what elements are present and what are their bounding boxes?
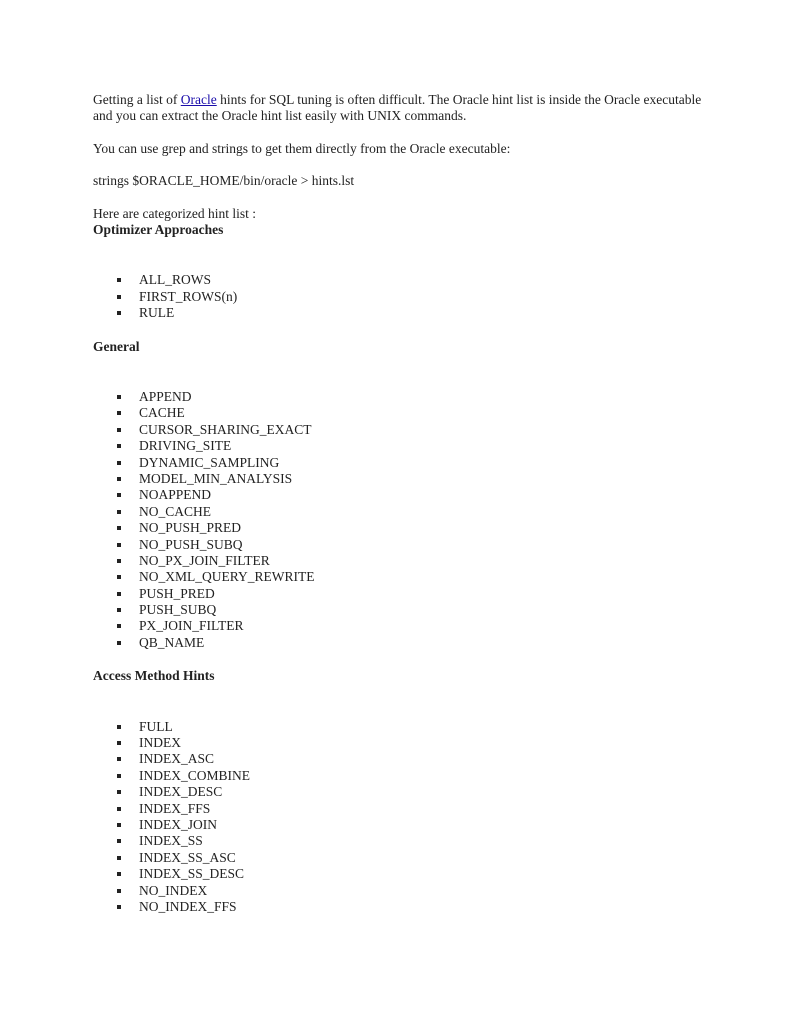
hint-label: INDEX_ASC [139,751,215,767]
intro-paragraph [93,92,703,125]
hint-list-access-method [93,719,703,916]
hint-item [115,751,703,767]
square-bullet-icon [117,790,121,794]
square-bullet-icon [117,889,121,893]
square-bullet-icon [117,493,121,497]
strings-command: strings $ORACLE_HOME/bin/oracle > hints.lst [93,173,355,189]
square-bullet-icon [117,575,121,579]
square-bullet-icon [117,295,121,299]
hint-item [115,735,703,751]
hint-label: INDEX_DESC [139,784,223,800]
square-bullet-icon [117,757,121,761]
hint-label: DYNAMIC_SAMPLING [139,454,280,470]
hint-label: NO_PUSH_PRED [139,520,242,536]
square-bullet-icon [117,741,121,745]
hint-label: RULE [139,305,175,321]
square-bullet-icon [117,510,121,514]
hint-label: INDEX_COMBINE [139,767,250,783]
square-bullet-icon [117,411,121,415]
hint-item [115,520,703,536]
hint-item [115,305,703,321]
hint-label: PUSH_SUBQ [139,602,217,618]
square-bullet-icon [117,543,121,547]
square-bullet-icon [117,428,121,432]
hint-item [115,586,703,602]
hint-label: ALL_ROWS [139,272,211,288]
hint-label: INDEX_SS_DESC [139,866,245,882]
hint-item [115,553,703,569]
grep-note: You can use grep and strings to get them directly from the Oracle executable: [93,140,511,156]
square-bullet-icon [117,395,121,399]
hint-item [115,438,703,454]
hint-item [115,635,703,651]
hint-item [115,801,703,817]
section-heading-optimizer-approaches: Optimizer Approaches [93,222,224,238]
hint-item [115,883,703,899]
hint-label: NO_CACHE [139,503,212,519]
document-body [93,92,703,932]
hint-label: INDEX_JOIN [139,817,217,833]
hint-label: QB_NAME [139,634,205,650]
square-bullet-icon [117,592,121,596]
square-bullet-icon [117,311,121,315]
square-bullet-icon [117,856,121,860]
hint-item [115,618,703,634]
hint-label: NO_INDEX_FFS [139,898,237,914]
square-bullet-icon [117,774,121,778]
hint-item [115,602,703,618]
square-bullet-icon [117,823,121,827]
square-bullet-icon [117,624,121,628]
hint-label: INDEX_FFS [139,800,211,816]
hint-item [115,487,703,503]
hint-item [115,850,703,866]
hint-label: DRIVING_SITE [139,438,232,454]
hint-item [115,471,703,487]
square-bullet-icon [117,559,121,563]
hint-item [115,504,703,520]
hint-item [115,455,703,471]
hint-list-general [93,389,703,651]
hint-item [115,768,703,784]
hint-item [115,289,703,305]
square-bullet-icon [117,872,121,876]
square-bullet-icon [117,807,121,811]
square-bullet-icon [117,477,121,481]
hint-label: FIRST_ROWS(n) [139,288,238,304]
square-bullet-icon [117,641,121,645]
intro-suffix: hints for SQL tuning is often difficult. The Oracle hint list is inside the Oracle executable and you can extract the Oracle hint list easily with UNIX commands. [93,92,702,124]
oracle-link[interactable]: Oracle [180,92,217,107]
section-heading-access-method-hints: Access Method Hints [93,668,215,684]
hint-item [115,833,703,849]
hint-item [115,389,703,405]
hint-label: NO_PUSH_SUBQ [139,536,243,552]
hint-label: INDEX_SS [139,833,203,849]
hint-label: NO_INDEX [139,882,208,898]
hint-item [115,866,703,882]
categorized-intro: Here are categorized hint list : [93,205,257,221]
hint-label: NOAPPEND [139,487,212,503]
square-bullet-icon [117,461,121,465]
hint-item [115,422,703,438]
hint-item [115,719,703,735]
hint-item [115,405,703,421]
square-bullet-icon [117,608,121,612]
section-heading-general: General [93,338,140,354]
square-bullet-icon [117,725,121,729]
hint-item [115,899,703,915]
hint-item [115,569,703,585]
hint-label: APPEND [139,389,192,405]
hint-label: NO_PX_JOIN_FILTER [139,552,270,568]
hint-label: CACHE [139,405,185,421]
hint-item [115,784,703,800]
hint-label: MODEL_MIN_ANALYSIS [139,470,293,486]
hint-label: NO_XML_QUERY_REWRITE [139,569,315,585]
square-bullet-icon [117,526,121,530]
hint-label: INDEX_SS_ASC [139,849,236,865]
hint-label: PUSH_PRED [139,585,215,601]
hint-label: INDEX [139,735,181,751]
intro-prefix: Getting a list of [93,92,181,107]
square-bullet-icon [117,905,121,909]
hint-item [115,272,703,288]
square-bullet-icon [117,839,121,843]
square-bullet-icon [117,444,121,448]
square-bullet-icon [117,278,121,282]
hint-label: CURSOR_SHARING_EXACT [139,421,312,437]
hint-item [115,537,703,553]
hint-label: PX_JOIN_FILTER [139,618,244,634]
hint-label: FULL [139,718,173,734]
hint-item [115,817,703,833]
hint-list-optimizer-approaches [93,272,703,321]
